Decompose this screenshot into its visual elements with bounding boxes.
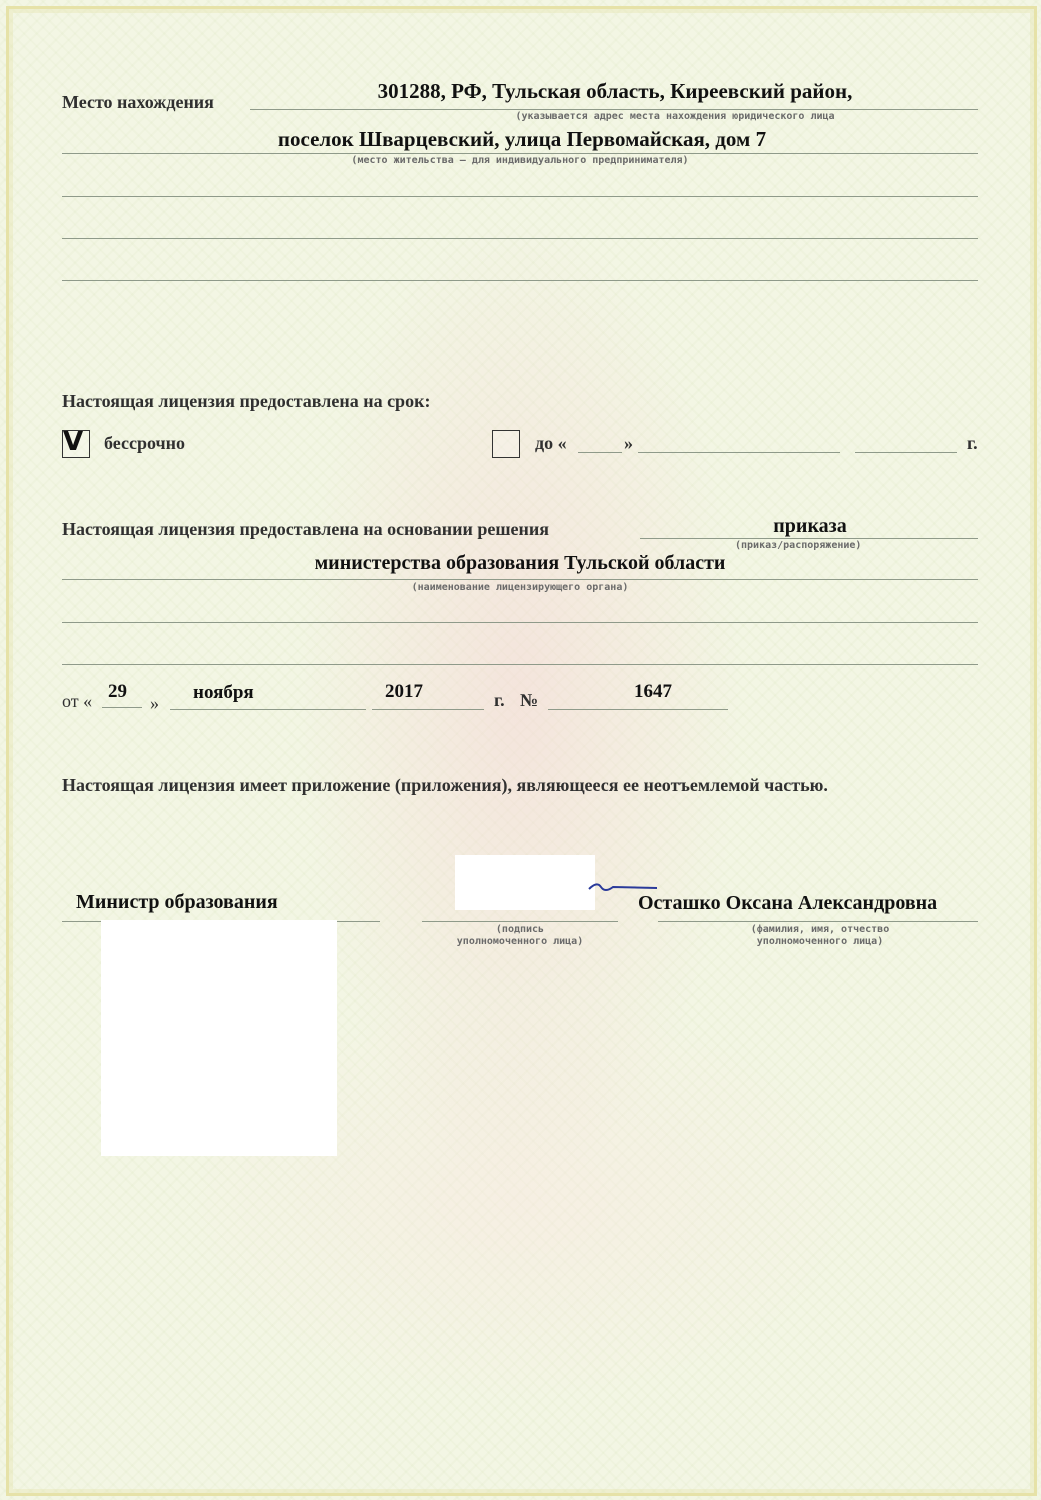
date-year-suffix: г. — [494, 690, 505, 710]
decision-number: 1647 — [634, 681, 672, 702]
date-day-rule — [102, 707, 142, 708]
check-mark-icon: V — [63, 427, 84, 457]
signer-name-hint-2: уполномоченного лица) — [756, 936, 884, 947]
redacted-stamp — [101, 920, 337, 1156]
redacted-signature — [455, 855, 595, 910]
until-year-suffix: г. — [967, 433, 978, 453]
unlimited-label: бессрочно — [104, 433, 186, 453]
basis-authority-rule — [62, 579, 978, 580]
until-month-rule — [638, 452, 840, 453]
date-from-prefix: от « — [62, 691, 93, 711]
signer-name: Осташко Оксана Александровна — [638, 892, 938, 914]
date-year-rule — [372, 709, 484, 710]
basis-doc-type-rule — [640, 538, 978, 539]
signature-rule — [422, 921, 618, 922]
blank-rule-5 — [62, 664, 978, 665]
basis-doc-type: приказа — [773, 515, 847, 537]
date-year: 2017 — [385, 681, 423, 702]
until-checkbox[interactable] — [492, 430, 520, 458]
blank-rule-2 — [62, 238, 978, 239]
signature-hint-1: (подпись — [495, 924, 545, 935]
until-day-rule — [578, 452, 622, 453]
basis-authority-hint: (наименование лицензирующего органа) — [411, 582, 629, 593]
date-month-rule — [170, 709, 366, 710]
location-label: Место нахождения — [62, 92, 214, 112]
blank-rule-1 — [62, 196, 978, 197]
date-month: ноября — [193, 682, 254, 703]
signer-name-hint-1: (фамилия, имя, отчество — [750, 924, 890, 935]
decision-number-rule — [548, 709, 728, 710]
date-number-sign: № — [520, 690, 539, 710]
blank-rule-3 — [62, 280, 978, 281]
signature-hint-2: уполномоченного лица) — [456, 936, 584, 947]
location-line-1: 301288, РФ, Тульская область, Киреевский район, — [377, 79, 853, 103]
until-prefix: до « — [535, 433, 567, 453]
basis-heading: Настоящая лицензия предоставлена на основании решения — [62, 519, 549, 539]
basis-authority: министерства образования Тульской области — [314, 552, 726, 574]
location-hint-1: (указывается адрес места нахождения юридического лица — [515, 111, 835, 122]
signer-position: Министр образования — [76, 891, 278, 913]
term-heading: Настоящая лицензия предоставлена на срок: — [62, 391, 431, 411]
page-border — [6, 6, 1037, 1496]
basis-doc-type-hint: (приказ/распоряжение) — [735, 540, 862, 551]
location-line-1-rule — [250, 109, 978, 110]
blank-rule-4 — [62, 622, 978, 623]
location-line-2: поселок Шварцевский, улица Первомайская, дом 7 — [277, 127, 767, 151]
date-quote-close: » — [150, 693, 159, 713]
date-day: 29 — [108, 681, 127, 702]
location-line-2-rule — [62, 153, 978, 154]
until-quote: » — [624, 433, 633, 453]
signer-name-rule — [658, 921, 978, 922]
until-year-rule — [855, 452, 957, 453]
annex-note: Настоящая лицензия имеет приложение (приложения), являющееся ее неотъемлемой частью. — [62, 775, 828, 795]
location-hint-2: (место жительства – для индивидуального предпринимателя) — [351, 155, 689, 166]
